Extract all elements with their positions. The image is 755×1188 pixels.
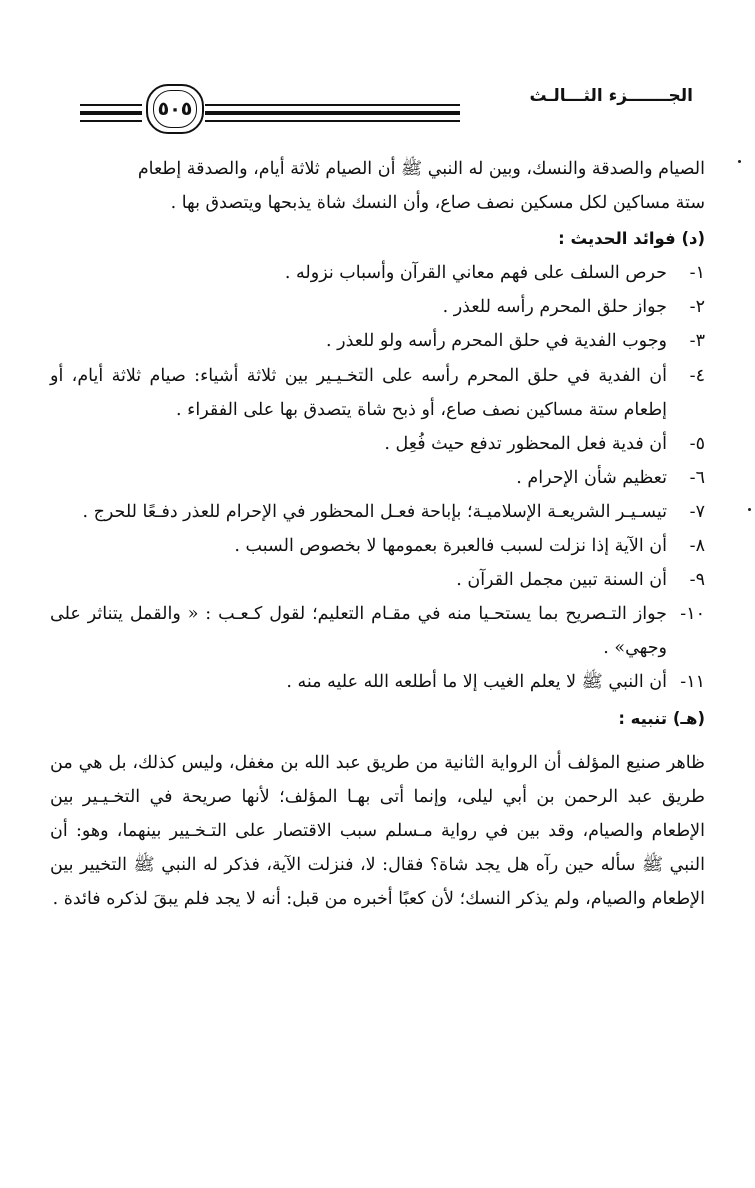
- item-text: حرص السلف على فهم معاني القرآن وأسباب نزوله .: [284, 263, 667, 284]
- note-heading: (هـ) تنبيه :: [618, 708, 705, 728]
- list-item: [50, 563, 705, 597]
- note-paragraph: ظاهر صنيع المؤلف أن الرواية الثانية من طريق عبد الله بن مغفل، وليس كذلك، بل هي من طريق عبد الرحمن بن أبي ليلى، وإنما أتى بهـا المؤلف؛ لأنها صريحة في التخـيـير بين الإطعام والصيام، وقد بين في رواية مـسلم سبب الاقتصار على التـخـيير بينهما، وهو: أن النبي ﷺ سأله حين رآه هل يجد شاة؟ فقال: لا، فنزلت الآية، فذكر له النبي ﷺ التخيير بين الإطعام والصيام، ولم يذكر النسك؛ لأن كعبًا أخبره من قبل: أنه لا يجد فلم يبقَ لذكره فائدة .: [50, 752, 705, 909]
- list-item: [50, 461, 705, 495]
- benefits-heading: (د) فوائد الحديث :: [558, 229, 705, 249]
- header-rule: [205, 111, 460, 115]
- item-number: ١١-: [680, 672, 705, 693]
- intro-line-2: ستة مساكين لكل مسكين نصف صاع، وأن النسك شاة يذبحها ويتصدق بها .: [170, 193, 705, 214]
- intro-line: [50, 186, 705, 220]
- header-rule: [80, 111, 142, 115]
- header-rule: [80, 104, 142, 106]
- page-number: ٥٠٥: [157, 98, 193, 120]
- item-text: جواز التـصريح بما يستحـيا منه في مقـام التعليم؛ لقول كـعـب : « والقمل يتناثر على وجهي» .: [50, 604, 667, 659]
- item-number: ٩-: [689, 570, 705, 591]
- list-item: [50, 665, 705, 699]
- item-text: تعظيم شأن الإحرام .: [516, 467, 667, 488]
- item-number: ٤-: [689, 365, 705, 386]
- item-text: جواز حلق المحرم رأسه للعذر .: [442, 297, 667, 318]
- item-text: أن النبي ﷺ لا يعلم الغيب إلا ما أطلعه الله عليه منه .: [286, 672, 667, 693]
- chapter-title: الجـــــــزء الثـــالـث: [529, 86, 693, 106]
- item-number: ٨-: [689, 536, 705, 557]
- margin-speck: [748, 508, 751, 511]
- header-rule: [205, 104, 460, 106]
- header-rule: [80, 120, 142, 122]
- item-text: أن الآية إذا نزلت لسبب فالعبرة بعمومها لا بخصوص السبب .: [234, 536, 667, 557]
- item-number: ١٠-: [680, 604, 705, 625]
- list-item: [50, 529, 705, 563]
- item-number: ٥-: [689, 433, 705, 454]
- item-text: تيسـيـر الشريعـة الإسلاميـة؛ بإباحة فعـل المحظور في الإحرام للعذر دفـعًا للحرج .: [82, 501, 667, 522]
- list-item: [50, 427, 705, 461]
- list-item: [50, 324, 705, 358]
- item-number: ٢-: [689, 297, 705, 318]
- item-number: ١-: [689, 263, 705, 284]
- item-number: ٣-: [689, 331, 705, 352]
- item-text: أن فدية فعل المحظور تدفع حيث فُعِل .: [384, 433, 667, 454]
- page-number-badge: [146, 84, 204, 134]
- item-text: أن الفدية في حلق المحرم رأسه على التخـيـير بين ثلاثة أشياء: صيام ثلاثة أيام، أو إطعام ستة مساكين نصف صاع، أو ذبح شاة يتصدق بها على الفقراء .: [50, 365, 667, 420]
- item-number: ٦-: [689, 467, 705, 488]
- list-item: [50, 495, 705, 529]
- header-rule: [205, 120, 460, 122]
- item-text: وجوب الفدية في حلق المحرم رأسه ولو للعذر .: [326, 331, 667, 352]
- benefits-list: [50, 256, 705, 699]
- list-item: [50, 290, 705, 324]
- margin-speck: [738, 160, 741, 163]
- intro-line-1: الصيام والصدقة والنسك، وبين له النبي ﷺ أن الصيام ثلاثة أيام، والصدقة إطعام: [137, 159, 705, 179]
- intro-line: [50, 152, 705, 186]
- item-number: ٧-: [689, 501, 705, 522]
- list-item: [50, 256, 705, 290]
- item-text: أن السنة تبين مجمل القرآن .: [456, 570, 667, 591]
- page-body: [50, 152, 705, 934]
- page-number-frame: [153, 90, 197, 128]
- list-item: [50, 597, 705, 665]
- list-item: [50, 359, 705, 427]
